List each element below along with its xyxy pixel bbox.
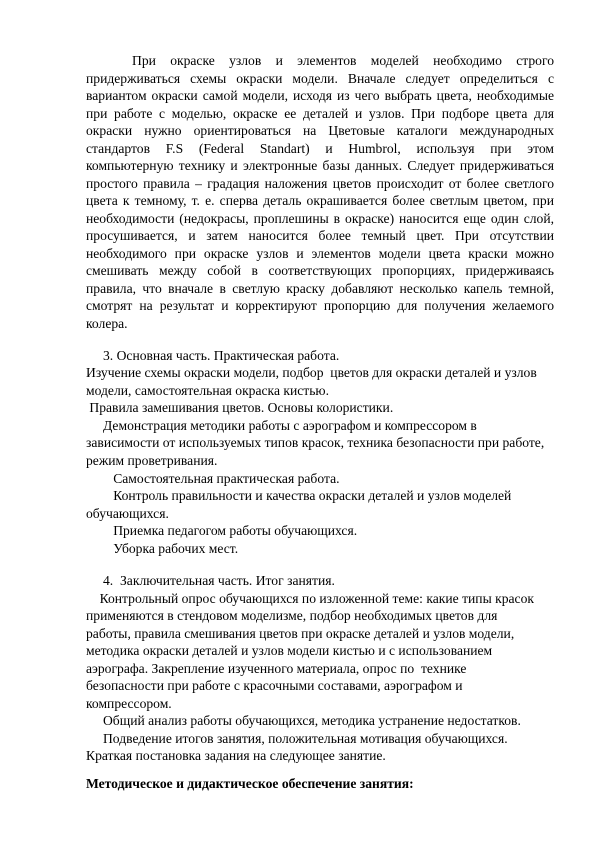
text-line: Самостоятельная практическая работа. [86, 471, 340, 486]
text-line: придерживаться схемы окраски модели. Вначале следует определиться с [86, 71, 554, 86]
text-line: простого правила – градация наложения цветов происходит от более светлого [86, 176, 554, 191]
text-line: стандартов F.S (Federal Standart) и Humbrol, используя при этом [86, 141, 554, 156]
text-line: цвета к темному, т. е. сперва деталь окрашивается более светлым цветом, при [86, 193, 554, 208]
text-line: При окраске узлов и элементов моделей необходимо строго [132, 53, 554, 68]
text-line: окраски нужно ориентироваться на Цветовые каталоги международных [86, 123, 554, 138]
text-line: обучающихся. [86, 506, 169, 521]
text-line: необходимости (недокрасы, проплешины в окраске) наносится еще один слой, [86, 211, 554, 226]
text-line: Контроль правильности и качества окраски деталей и узлов моделей [86, 488, 512, 503]
section-heading: 4. Заключительная часть. Итог занятия. [103, 573, 335, 588]
text-line: просушивается, и затем наносится более темный цвет. При отсутствии [86, 228, 554, 243]
section-heading: 3. Основная часть. Практическая работа. [103, 348, 340, 363]
text-line: применяются в стендовом моделизме, подбор необходимых цветов для [86, 608, 498, 623]
text-line: Приемка педагогом работы обучающихся. [86, 523, 358, 538]
text-line: компрессором. [86, 696, 172, 711]
text-line: работы, правила смешивания цветов при окраске деталей и узлов модели, [86, 626, 515, 641]
methodical-support-heading: Методическое и дидактическое обеспечение занятия: [86, 776, 414, 791]
text-line: Правила замешивания цветов. Основы колористики. [86, 400, 394, 415]
text-line: Подведение итогов занятия, положительная мотивация обучающихся. [86, 731, 508, 746]
text-line: режим проветривания. [86, 453, 218, 468]
text-line: Общий анализ работы обучающихся, методика устранение недостатков. [86, 713, 521, 728]
text-line: модели, самостоятельная окраска кистью. [86, 383, 329, 398]
text-line: Изучение схемы окраски модели, подбор цветов для окраски деталей и узлов [86, 365, 537, 380]
text-line: смотрят на результат и корректируют пропорцию для получения желаемого [86, 298, 554, 313]
text-line: методика окраски деталей и узлов модели кистью и с использованием [86, 643, 493, 658]
text-line: при работе с моделью, окраске ее деталей и узлов. При подборе цвета для [86, 106, 554, 121]
text-line: Краткая постановка задания на следующее занятие. [86, 748, 386, 763]
text-line: колера. [86, 316, 128, 331]
text-line: аэрографа. Закрепление изученного материала, опрос по технике [86, 661, 467, 676]
text-line: необходимого при окраске узлов и элементов модели цвета краски можно [86, 246, 554, 261]
text-line: безопасности при работе с красочными составами, аэрографом и [86, 678, 463, 693]
text-line: Демонстрация методики работы с аэрографом и компрессором в [86, 418, 477, 433]
text-line: зависимости от используемых типов красок, техника безопасности при работе, [86, 435, 545, 450]
text-line: компьютерную технику и электронные базы данных. Следует придерживаться [86, 158, 554, 173]
text-line: Контрольный опрос обучающихся по изложенной теме: какие типы красок [86, 591, 534, 606]
text-line: правила, что вначале в светлую краску добавляют несколько капель темной, [86, 281, 554, 296]
text-line: вариантом окраски самой модели, исходя из чего выбрать цвета, необходимые [86, 88, 554, 103]
text-line: смешивать между собой в соответствующих пропорциях, придерживаясь [86, 263, 554, 278]
text-line: Уборка рабочих мест. [86, 541, 239, 556]
